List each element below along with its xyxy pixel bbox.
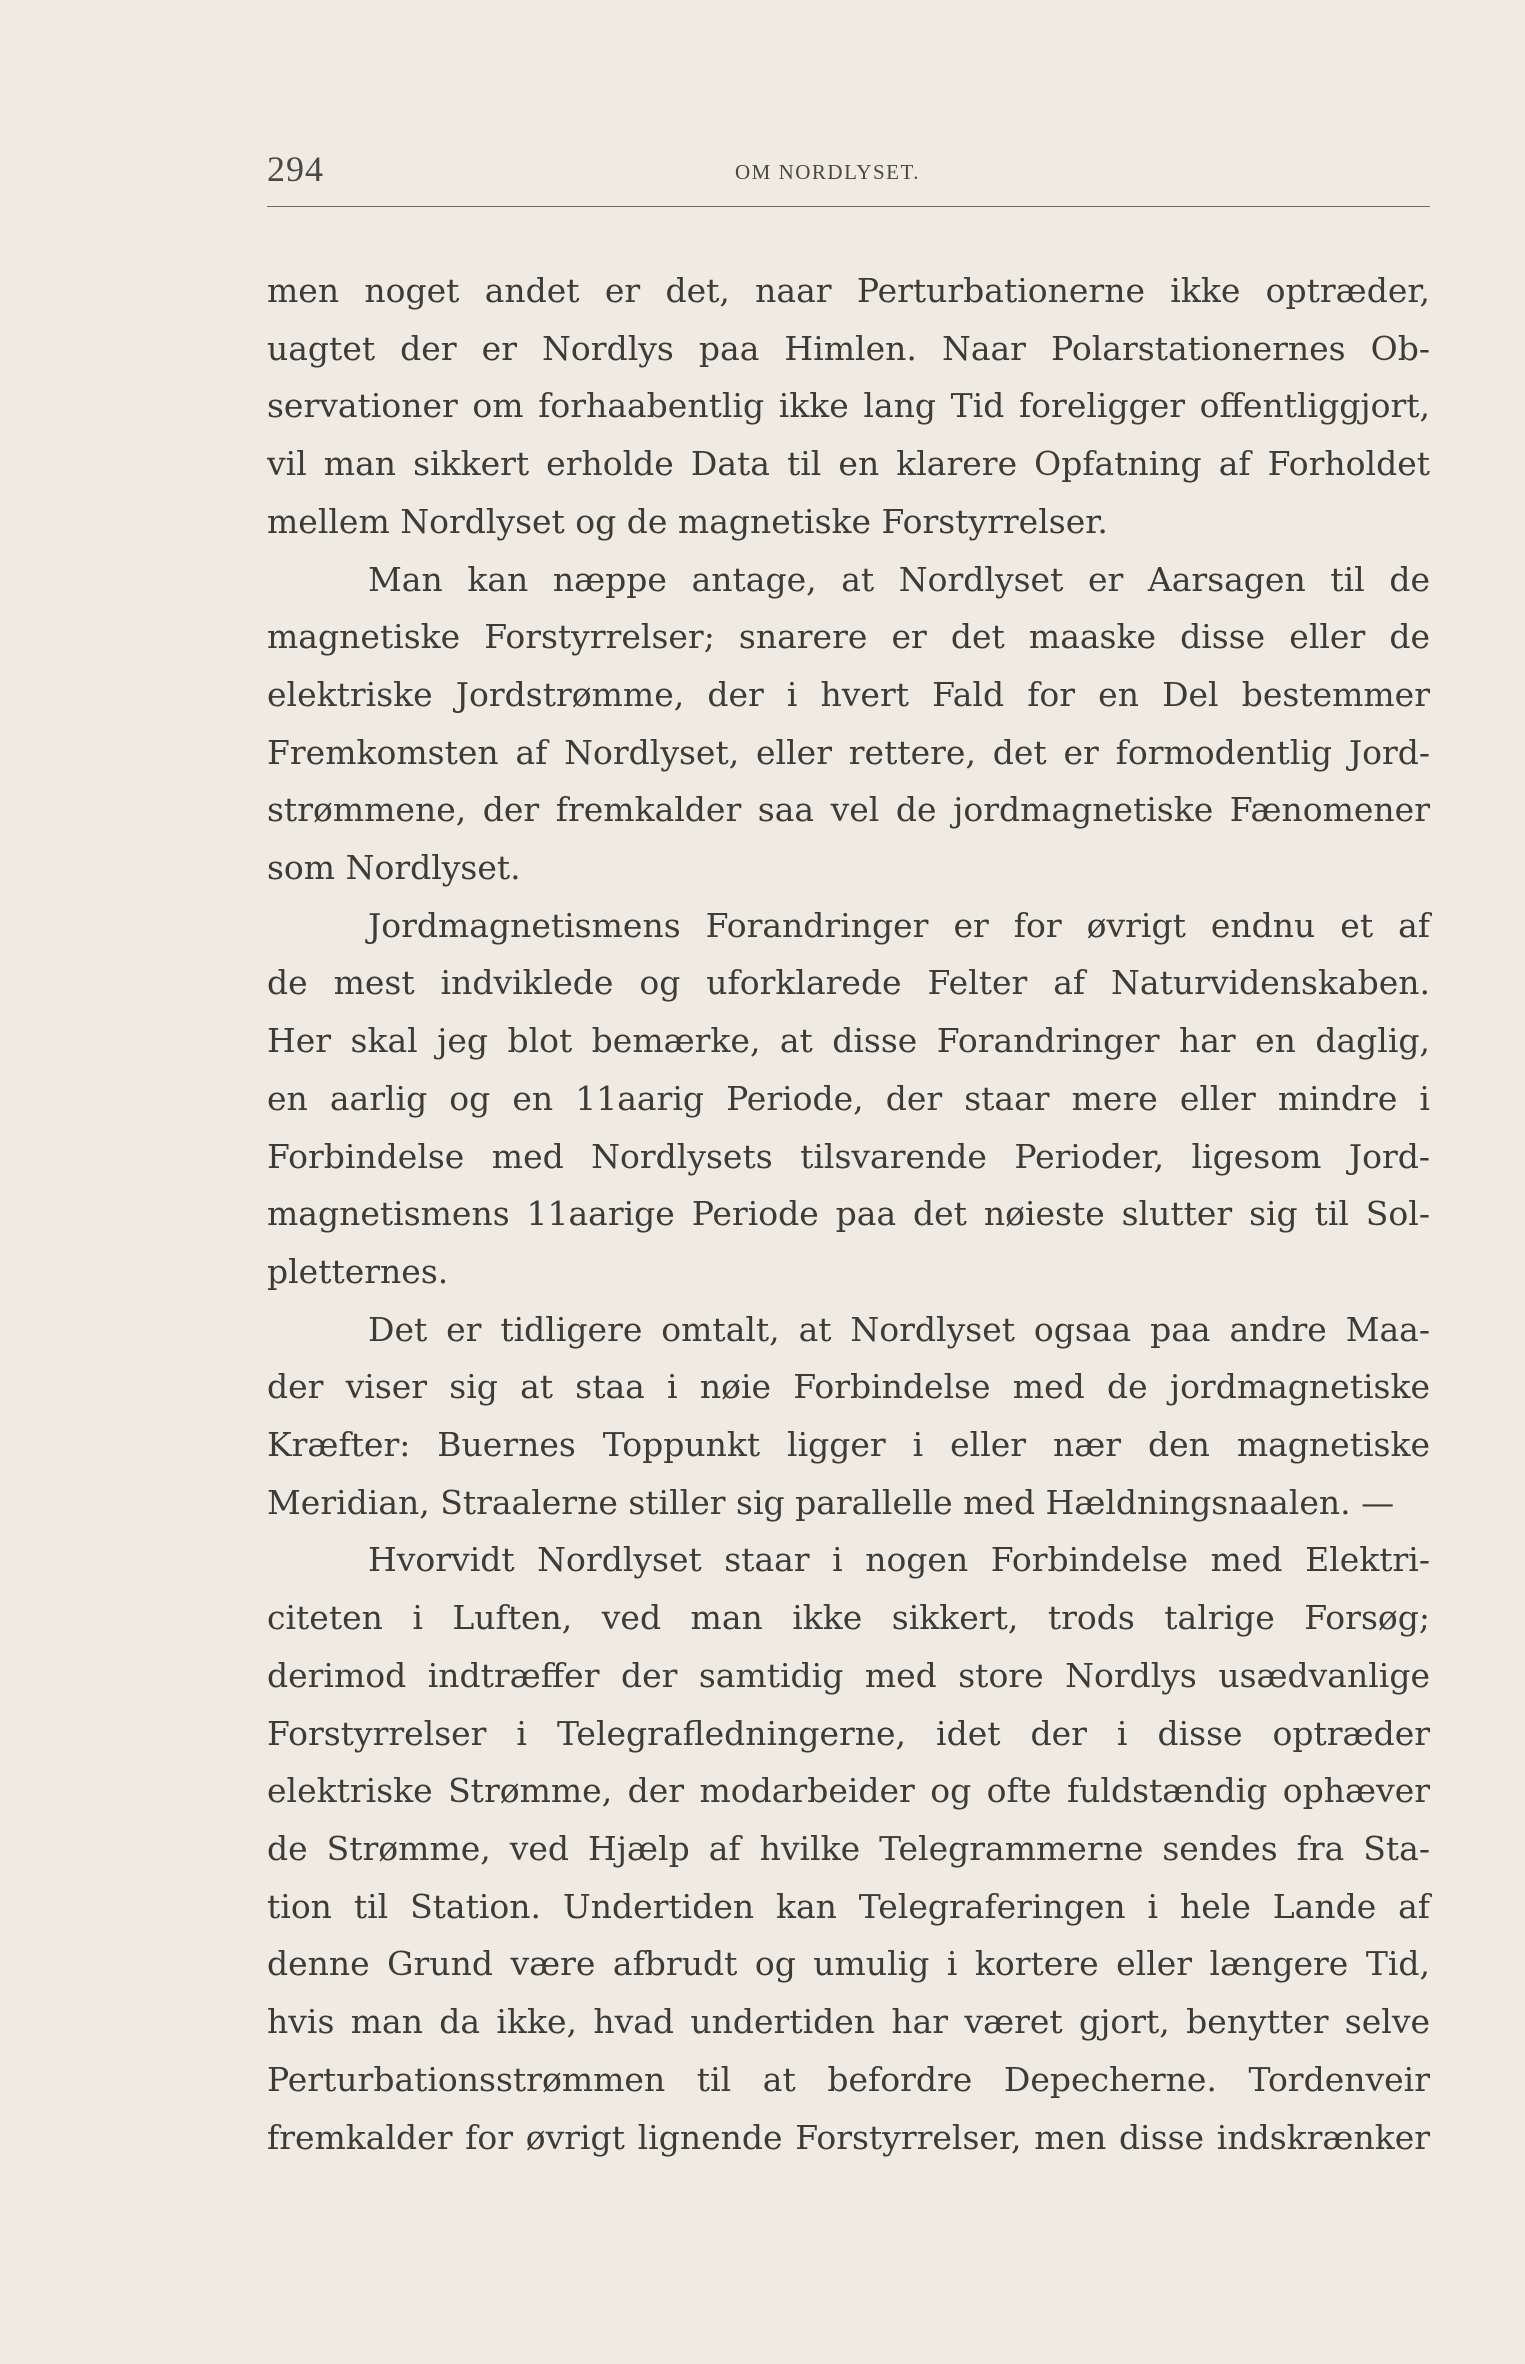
- text-line: tion til Station. Undertiden kan Telegraferingen i hele Lande af: [267, 1886, 1430, 1926]
- text-line: Meridian, Straalerne stiller sig parallelle med Hældningsnaalen. —: [267, 1482, 1395, 1522]
- text-line: citeten i Luften, ved man ikke sikkert, trods talrige Forsøg;: [267, 1598, 1430, 1638]
- text-line: servationer om forhaabentlig ikke lang Tid foreligger offentliggjort,: [267, 386, 1430, 426]
- text-line: strømmene, der fremkalder saa vel de jordmagnetiske Fænomener: [267, 790, 1430, 830]
- text-line: uagtet der er Nordlys paa Himlen. Naar Polarstationernes Ob-: [267, 328, 1430, 368]
- paragraph: [267, 1301, 1430, 1532]
- text-line: pletternes.: [267, 1251, 449, 1291]
- text-line: fremkalder for øvrigt lignende Forstyrrelser, men disse indskrænker: [267, 2117, 1430, 2157]
- text-line: mellem Nordlyset og de magnetiske Forstyrrelser.: [267, 501, 1108, 541]
- text-line: Forbindelse med Nordlysets tilsvarende Perioder, ligesom Jord-: [267, 1136, 1430, 1176]
- text-line: Forstyrrelser i Telegrafledningerne, idet der i disse optræder: [267, 1713, 1430, 1753]
- header-rule: [267, 206, 1430, 207]
- text-line: magnetismens 11aarige Periode paa det nøieste slutter sig til Sol-: [267, 1194, 1430, 1234]
- paragraph: [267, 897, 1430, 1301]
- text-line: de Strømme, ved Hjælp af hvilke Telegrammerne sendes fra Sta-: [267, 1828, 1430, 1868]
- page-header: [267, 148, 1430, 208]
- text-line: Perturbationsstrømmen til at befordre Depecherne. Tordenveir: [267, 2059, 1430, 2099]
- text-line: Det er tidligere omtalt, at Nordlyset ogsaa paa andre Maa-: [368, 1309, 1430, 1349]
- text-line: Her skal jeg blot bemærke, at disse Forandringer har en daglig,: [267, 1021, 1430, 1061]
- text-line: elektriske Jordstrømme, der i hvert Fald for en Del bestemmer: [267, 674, 1430, 714]
- text-line: denne Grund være afbrudt og umulig i kortere eller længere Tid,: [267, 1944, 1430, 1984]
- paragraph: [267, 551, 1430, 897]
- running-head: OM NORDLYSET.: [735, 160, 921, 184]
- body-text: [267, 262, 1430, 2166]
- text-line: Hvorvidt Nordlyset staar i nogen Forbindelse med Elektri-: [368, 1540, 1430, 1580]
- page-number: 294: [267, 149, 324, 189]
- text-line: som Nordlyset.: [267, 848, 521, 888]
- text-line: elektriske Strømme, der modarbeider og ofte fuldstændig ophæver: [267, 1771, 1430, 1811]
- paragraph: [267, 262, 1430, 551]
- text-line: Fremkomsten af Nordlyset, eller rettere, det er formodentlig Jord-: [267, 732, 1430, 772]
- text-line: vil man sikkert erholde Data til en klarere Opfatning af Forholdet: [267, 444, 1430, 484]
- text-line: en aarlig og en 11aarig Periode, der staar mere eller mindre i: [267, 1078, 1430, 1118]
- text-line: de mest indviklede og uforklarede Felter af Naturvidenskaben.: [267, 963, 1430, 1003]
- text-line: Kræfter: Buernes Toppunkt ligger i eller nær den magnetiske: [267, 1425, 1430, 1465]
- text-line: Jordmagnetismens Forandringer er for øvrigt endnu et af: [368, 905, 1430, 945]
- text-line: magnetiske Forstyrrelser; snarere er det maaske disse eller de: [267, 617, 1430, 657]
- paragraph: [267, 1531, 1430, 2166]
- text-line: Man kan næppe antage, at Nordlyset er Aarsagen til de: [368, 559, 1430, 599]
- text-line: hvis man da ikke, hvad undertiden har været gjort, benytter selve: [267, 2002, 1430, 2042]
- text-line: men noget andet er det, naar Perturbationerne ikke optræder,: [267, 271, 1430, 310]
- text-line: der viser sig at staa i nøie Forbindelse med de jordmagnetiske: [267, 1367, 1430, 1407]
- text-line: derimod indtræffer der samtidig med store Nordlys usædvanlige: [267, 1655, 1430, 1695]
